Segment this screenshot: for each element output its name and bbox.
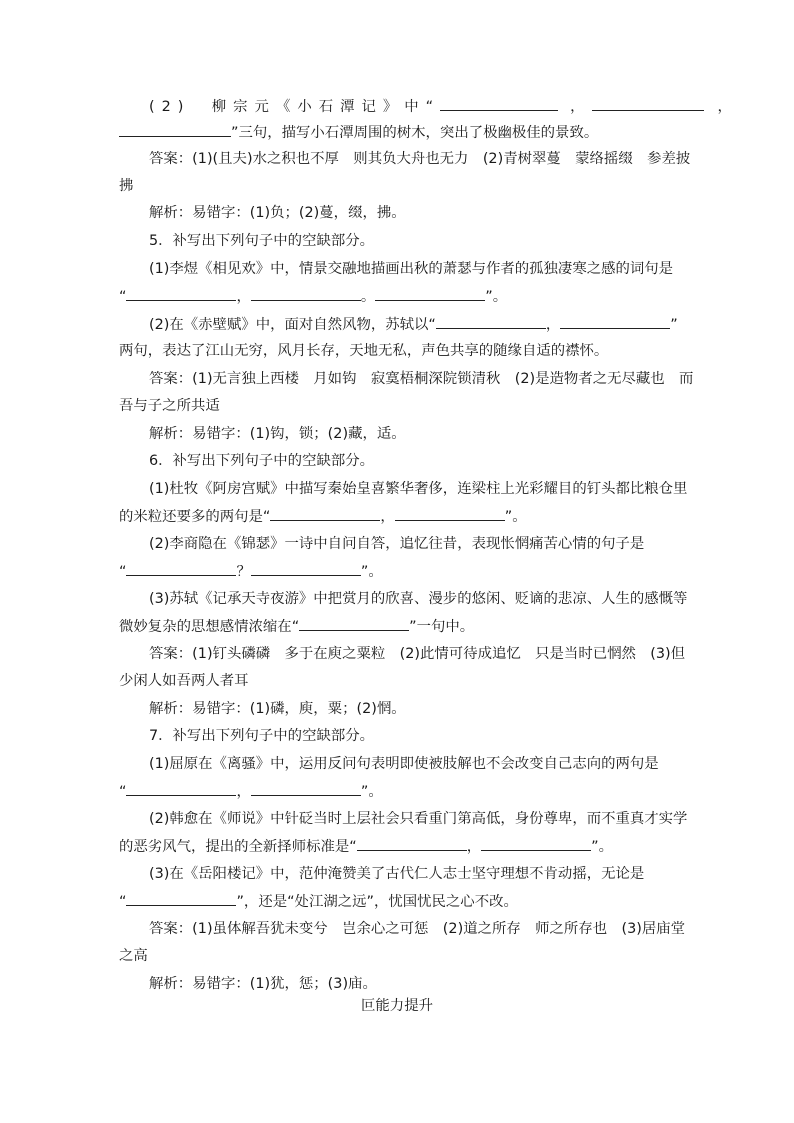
answer-blank[interactable] [126, 891, 236, 906]
analysis-6: 解析：易错字：(1)磷，庾，粟；(2)惘。 [149, 701, 406, 717]
answer-6-line1: 答案：(1)钉头磷磷 多于在庾之粟粒 (2)此情可待成追忆 只是当时已惘然 (3)但 [149, 646, 686, 662]
question-6-title: 6．补写出下列句子中的空缺部分。 [149, 453, 375, 469]
q7-2-line2: 的恶劣风气，提出的全新择师标准是“ ， ”。 [119, 836, 613, 857]
answer-blank[interactable] [375, 286, 485, 301]
answer-blank[interactable] [251, 781, 361, 796]
answer-blank[interactable] [357, 836, 467, 851]
answer-5-line1: 答案：(1)无言独上西楼 月如钩 寂寞梧桐深院锁清秋 (2)是造物者之无尽藏也 而 [149, 371, 694, 387]
q6-1-line2: 的米粒还要多的两句是“ ， ”。 [119, 506, 527, 527]
q5-2-line1: (2)在《赤壁赋》中，面对自然风物，苏轼以“ ， ” [149, 314, 678, 335]
answer-blank[interactable] [119, 122, 231, 137]
answer-blank[interactable] [270, 506, 380, 521]
answer-7-line1: 答案：(1)虽体解吾犹未变兮 岂余心之可惩 (2)道之所存 师之所存也 (3)居庙堂 [149, 921, 686, 937]
q4-2-line1: (2) 柳宗元《小石潭记》中“ ， ， [149, 96, 739, 117]
answer-blank[interactable] [299, 616, 409, 631]
answer-blank[interactable] [560, 314, 670, 329]
answer-blank[interactable] [592, 96, 704, 111]
answer-blank[interactable] [481, 836, 591, 851]
q4-2-line2: ”三句，描写小石潭周围的树木，突出了极幽极佳的景致。 [119, 122, 598, 143]
analysis-5: 解析：易错字：(1)钩，锁；(2)藏，适。 [149, 426, 406, 442]
answer-blank[interactable] [126, 781, 236, 796]
question-7-title: 7．补写出下列句子中的空缺部分。 [149, 728, 375, 744]
answer-7-line2: 之高 [119, 948, 148, 964]
q7-3-line1: (3)在《岳阳楼记》中，范仲淹赞美了古代仁人志士坚守理想不肯动摇，无论是 [149, 866, 645, 882]
answer-6-line2: 少闲人如吾两人者耳 [119, 673, 249, 689]
q6-1-line1: (1)杜牧《阿房宫赋》中描写秦始皇喜繁华奢侈，连梁柱上光彩耀目的钉头都比粮仓里 [149, 481, 688, 497]
q4-2-prompt: (2) 柳宗元《小石潭记》中“ [149, 99, 441, 115]
answer-5-line2: 吾与子之所共适 [119, 398, 220, 414]
q5-1-line1: (1)李煜《相见欢》中，情景交融地描画出秋的萧瑟与作者的孤独凄寒之感的词句是 [149, 261, 674, 277]
analysis-7: 解析：易错字：(1)犹，惩；(3)庙。 [149, 976, 377, 992]
question-5-title: 5．补写出下列句子中的空缺部分。 [149, 233, 375, 249]
answer-4-line1: 答案：(1)(且夫)水之积也不厚 则其负大舟也无力 (2)青树翠蔓 蒙络摇缀 参差披 [149, 151, 691, 167]
answer-4-line2: 拂 [119, 178, 134, 194]
q6-2-line1: (2)李商隐在《锦瑟》一诗中自问自答，追忆往昔，表现怅惘痛苦心情的句子是 [149, 536, 645, 552]
q7-3-line2: “ ”，还是“处江湖之远”，忧国忧民之心不改。 [119, 891, 518, 912]
answer-blank[interactable] [440, 96, 558, 111]
q5-1-line2: “ ， 。 ”。 [119, 286, 507, 307]
answer-blank[interactable] [436, 314, 546, 329]
q7-1-line1: (1)屈原在《离骚》中，运用反问句表明即使被肢解也不会改变自己志向的两句是 [149, 756, 659, 772]
answer-blank[interactable] [126, 561, 236, 576]
answer-blank[interactable] [126, 286, 236, 301]
q6-3-line1: (3)苏轼《记承天寺夜游》中把赏月的欣喜、漫步的悠闲、贬谪的悲凉、人生的感慨等 [149, 591, 688, 607]
answer-blank[interactable] [251, 561, 361, 576]
answer-blank[interactable] [251, 286, 361, 301]
answer-blank[interactable] [395, 506, 505, 521]
q7-2-line1: (2)韩愈在《师说》中针砭当时上层社会只看重门第高低，身份尊卑，而不重真才实学 [149, 811, 688, 827]
q6-3-line2: 微妙复杂的思想感情浓缩在“ ”一句中。 [119, 616, 474, 637]
section-heading: 叵能力提升 [361, 998, 433, 1014]
q7-1-line2: “ ， ”。 [119, 781, 383, 802]
q5-2-line2: 两句，表达了江山无穷，风月长存，天地无私，声色共享的随缘自适的襟怀。 [119, 343, 609, 359]
analysis-4: 解析：易错字：(1)负；(2)蔓，缀，拂。 [149, 205, 406, 221]
q6-2-line2: “ ？ ”。 [119, 561, 383, 582]
